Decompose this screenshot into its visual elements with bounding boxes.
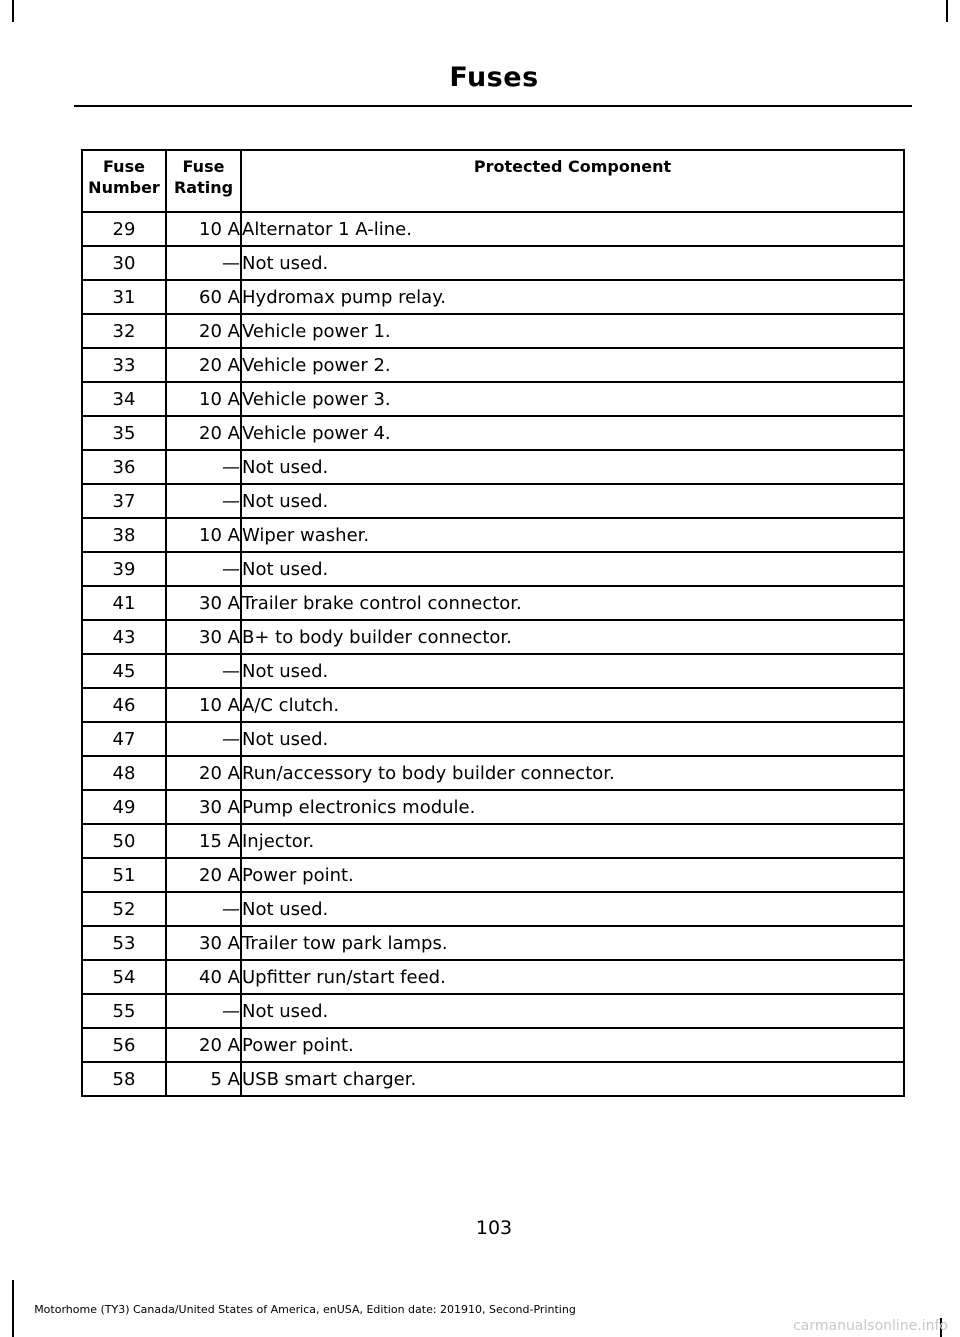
protected-component-cell: Pump electronics module. xyxy=(241,790,904,824)
header-fuse-number: Fuse Number xyxy=(82,150,166,212)
table-row xyxy=(82,212,904,246)
fuse-rating-cell: 20 A xyxy=(166,348,241,382)
fuse-number-cell: 58 xyxy=(82,1062,166,1096)
table-row xyxy=(82,790,904,824)
fuse-rating-cell: 5 A xyxy=(166,1062,241,1096)
page-title: Fuses xyxy=(449,62,539,93)
table-row xyxy=(82,450,904,484)
fuse-number-cell: 51 xyxy=(82,858,166,892)
fuse-number-cell: 53 xyxy=(82,926,166,960)
fuse-rating-cell: 30 A xyxy=(166,620,241,654)
protected-component-cell: Vehicle power 1. xyxy=(241,314,904,348)
protected-component-cell: Not used. xyxy=(241,246,904,280)
fuse-number-cell: 34 xyxy=(82,382,166,416)
table-header-row xyxy=(82,150,904,212)
protected-component-cell: USB smart charger. xyxy=(241,1062,904,1096)
fuse-rating-cell: — xyxy=(166,892,241,926)
fuse-rating-cell: — xyxy=(166,484,241,518)
table-row xyxy=(82,756,904,790)
fuse-rating-cell: 10 A xyxy=(166,518,241,552)
fuse-number-cell: 37 xyxy=(82,484,166,518)
table-row xyxy=(82,348,904,382)
fuse-number-cell: 41 xyxy=(82,586,166,620)
fuse-number-cell: 47 xyxy=(82,722,166,756)
fuse-number-cell: 46 xyxy=(82,688,166,722)
table-row xyxy=(82,484,904,518)
protected-component-cell: Alternator 1 A-line. xyxy=(241,212,904,246)
protected-component-cell: Not used. xyxy=(241,994,904,1028)
fuse-rating-cell: 30 A xyxy=(166,586,241,620)
fuse-number-cell: 50 xyxy=(82,824,166,858)
protected-component-cell: Not used. xyxy=(241,450,904,484)
fuse-number-cell: 33 xyxy=(82,348,166,382)
header-fuse-rating: Fuse Rating xyxy=(166,150,241,212)
fuse-rows xyxy=(82,212,904,1096)
fuse-rating-cell: 20 A xyxy=(166,416,241,450)
fuse-number-cell: 35 xyxy=(82,416,166,450)
fuse-number-cell: 31 xyxy=(82,280,166,314)
fuse-number-cell: 56 xyxy=(82,1028,166,1062)
table-row xyxy=(82,960,904,994)
fuse-rating-cell: 10 A xyxy=(166,382,241,416)
protected-component-cell: Not used. xyxy=(241,484,904,518)
protected-component-cell: A/C clutch. xyxy=(241,688,904,722)
footer-edition: Motorhome (TY3) Canada/United States of America, enUSA, Edition date: 201910, Second-Printing xyxy=(34,1303,576,1316)
fuse-rating-cell: 30 A xyxy=(166,790,241,824)
crop-mark-top-right xyxy=(946,0,948,22)
protected-component-cell: B+ to body builder connector. xyxy=(241,620,904,654)
fuse-number-cell: 29 xyxy=(82,212,166,246)
table-row xyxy=(82,688,904,722)
table-row xyxy=(82,858,904,892)
protected-component-cell: Not used. xyxy=(241,552,904,586)
fuse-rating-cell: 20 A xyxy=(166,1028,241,1062)
protected-component-cell: Wiper washer. xyxy=(241,518,904,552)
protected-component-cell: Hydromax pump relay. xyxy=(241,280,904,314)
fuse-number-cell: 36 xyxy=(82,450,166,484)
fuse-number-cell: 45 xyxy=(82,654,166,688)
protected-component-cell: Run/accessory to body builder connector. xyxy=(241,756,904,790)
fuse-number-cell: 49 xyxy=(82,790,166,824)
protected-component-cell: Trailer tow park lamps. xyxy=(241,926,904,960)
fuse-number-cell: 48 xyxy=(82,756,166,790)
fuse-rating-cell: 10 A xyxy=(166,212,241,246)
protected-component-cell: Upfitter run/start feed. xyxy=(241,960,904,994)
table-row xyxy=(82,654,904,688)
fuse-number-cell: 52 xyxy=(82,892,166,926)
table-row xyxy=(82,280,904,314)
watermark: carmanualsonline.info xyxy=(793,1318,948,1334)
header-protected-component: Protected Component xyxy=(241,150,904,212)
protected-component-cell: Not used. xyxy=(241,722,904,756)
crop-mark-top-left xyxy=(12,0,14,22)
protected-component-cell: Trailer brake control connector. xyxy=(241,586,904,620)
protected-component-cell: Not used. xyxy=(241,892,904,926)
fuse-number-cell: 38 xyxy=(82,518,166,552)
protected-component-cell: Vehicle power 3. xyxy=(241,382,904,416)
fuse-rating-cell: 10 A xyxy=(166,688,241,722)
table-row xyxy=(82,722,904,756)
table-row xyxy=(82,926,904,960)
table-row xyxy=(82,552,904,586)
table-row xyxy=(82,416,904,450)
fuse-number-cell: 54 xyxy=(82,960,166,994)
fuse-table xyxy=(81,149,905,1097)
table-row xyxy=(82,1028,904,1062)
table-row xyxy=(82,246,904,280)
fuse-number-cell: 32 xyxy=(82,314,166,348)
protected-component-cell: Injector. xyxy=(241,824,904,858)
table-row xyxy=(82,824,904,858)
fuse-rating-cell: — xyxy=(166,450,241,484)
table-row xyxy=(82,518,904,552)
fuse-rating-cell: 20 A xyxy=(166,756,241,790)
protected-component-cell: Power point. xyxy=(241,858,904,892)
protected-component-cell: Not used. xyxy=(241,654,904,688)
page-number: 103 xyxy=(475,1217,513,1239)
fuse-number-cell: 43 xyxy=(82,620,166,654)
table-row xyxy=(82,314,904,348)
table-row xyxy=(82,586,904,620)
protected-component-cell: Vehicle power 4. xyxy=(241,416,904,450)
fuse-number-cell: 39 xyxy=(82,552,166,586)
table-row xyxy=(82,382,904,416)
table-row xyxy=(82,892,904,926)
protected-component-cell: Power point. xyxy=(241,1028,904,1062)
fuse-rating-cell: — xyxy=(166,654,241,688)
title-rule xyxy=(74,105,912,107)
protected-component-cell: Vehicle power 2. xyxy=(241,348,904,382)
fuse-rating-cell: 40 A xyxy=(166,960,241,994)
fuse-rating-cell: — xyxy=(166,246,241,280)
fuse-number-cell: 55 xyxy=(82,994,166,1028)
table-row xyxy=(82,1062,904,1096)
fuse-rating-cell: 20 A xyxy=(166,314,241,348)
table-row xyxy=(82,620,904,654)
fuse-rating-cell: 30 A xyxy=(166,926,241,960)
fuse-rating-cell: 20 A xyxy=(166,858,241,892)
fuse-rating-cell: — xyxy=(166,552,241,586)
fuse-number-cell: 30 xyxy=(82,246,166,280)
fuse-rating-cell: — xyxy=(166,994,241,1028)
fuse-rating-cell: — xyxy=(166,722,241,756)
table-row xyxy=(82,994,904,1028)
fuse-rating-cell: 60 A xyxy=(166,280,241,314)
fuse-rating-cell: 15 A xyxy=(166,824,241,858)
